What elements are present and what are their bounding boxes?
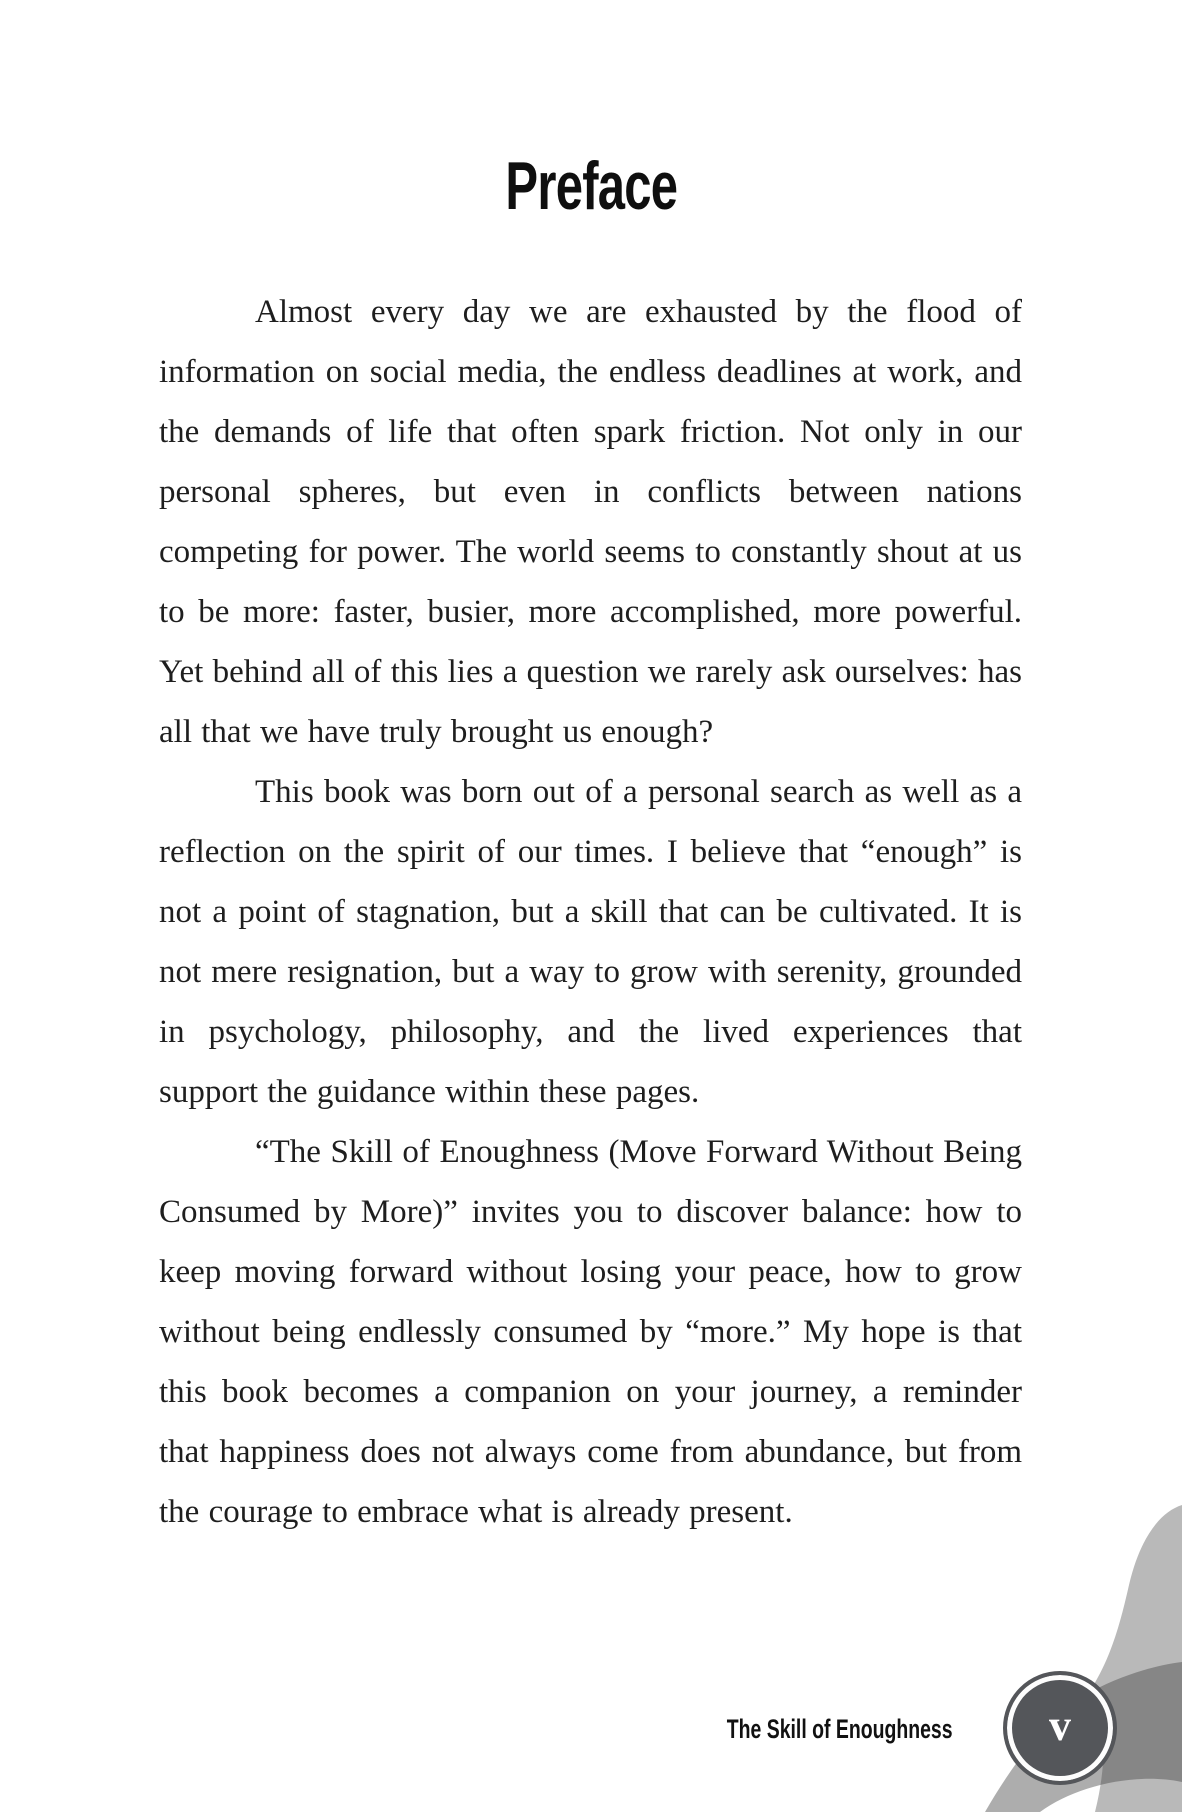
page-number: v xyxy=(1049,1701,1071,1750)
footer-book-title-text: The Skill of Enoughness xyxy=(727,1714,953,1744)
paragraph-2: This book was born out of a personal search as well as a reflection on the spirit of our times. I believe that “enough” is not a point of stagnation, but a skill that can be cultivated. It is not mere resignation, but a way to grow with serenity, grounded in psychology, philosophy, and the lived experiences that support the guidance within these pages. xyxy=(159,774,1022,1110)
preface-body xyxy=(159,282,1022,1542)
paragraph-1: Almost every day we are exhausted by the flood of information on social media, the endless deadlines at work, and the demands of life that often spark friction. Not only in our personal spheres, but even in conflicts between nations competing for power. The world seems to constantly shout at us to be more: faster, busier, more accomplished, more powerful. Yet behind all of this lies a question we rarely ask ourselves: has all that we have truly brought us enough? xyxy=(159,294,1022,750)
page-title-text: Preface xyxy=(505,148,677,224)
paragraph-3: “The Skill of Enoughness (Move Forward Without Being Consumed by More)” invites you to discover balance: how to keep moving forward without losing your peace, how to grow without being endlessly consumed by “more.” My hope is that this book becomes a companion on your journey, a reminder that happiness does not always come from abundance, but from the courage to embrace what is already present. xyxy=(159,1134,1022,1530)
page-title xyxy=(0,148,1182,224)
page-number-badge xyxy=(1003,1671,1117,1785)
footer-book-title xyxy=(639,1713,953,1745)
